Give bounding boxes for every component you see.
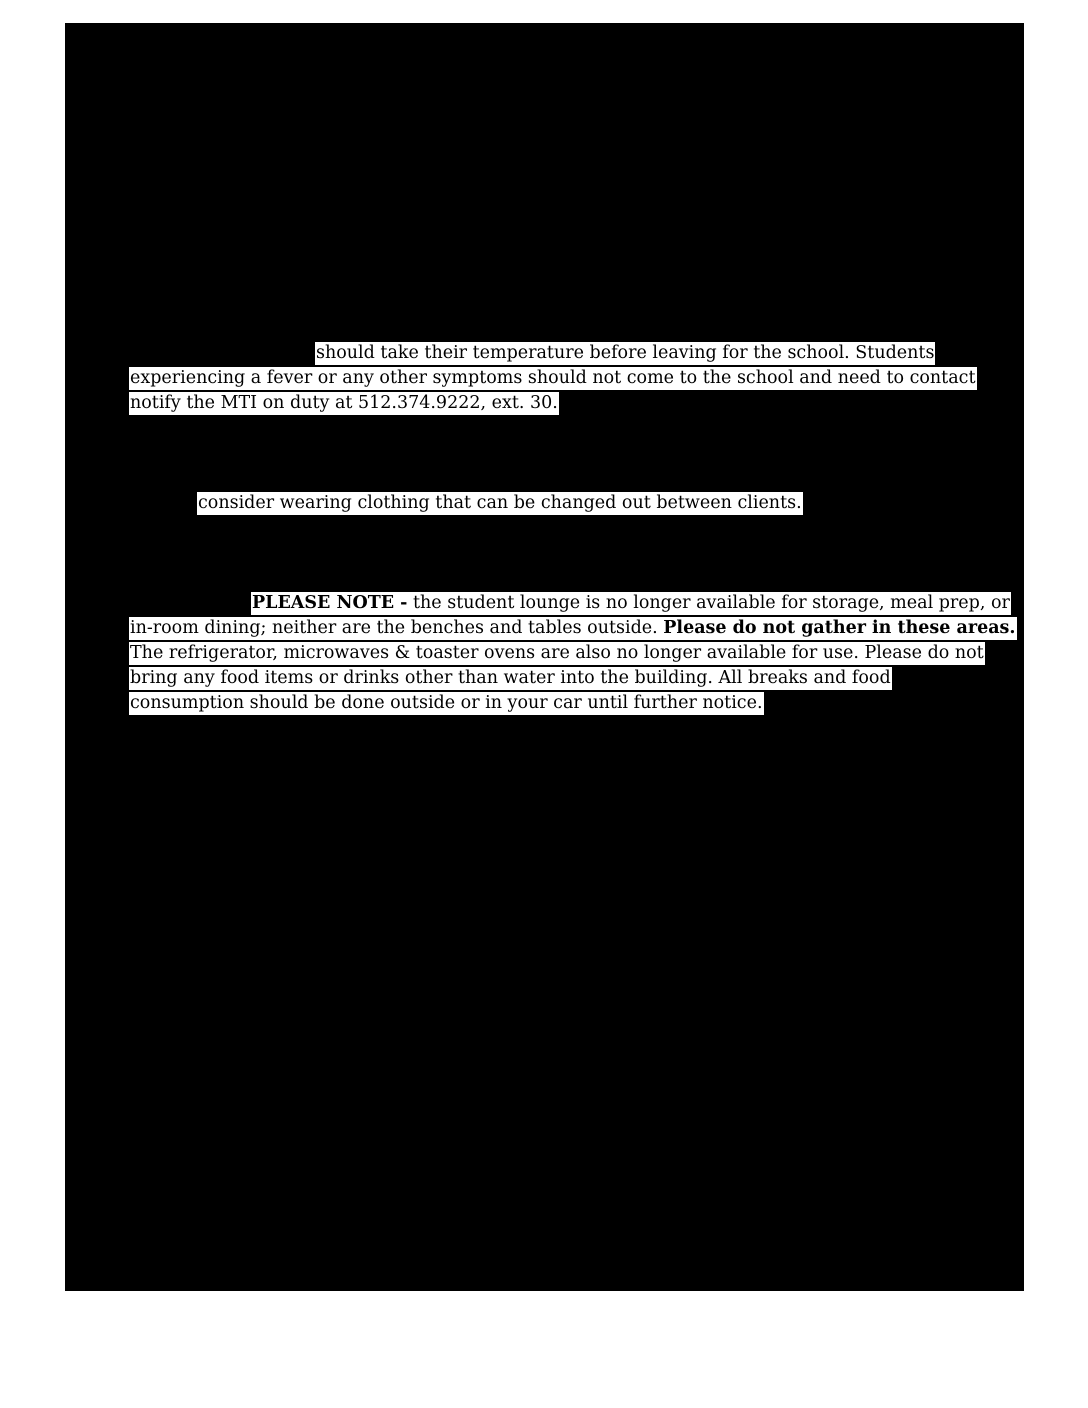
lounge-line-2-text: in-room dining; neither are the benches and tables outside.: [130, 618, 664, 638]
temperature-line-2: experiencing a fever or any other symptoms should not come to the school and need to contact: [130, 368, 976, 388]
temperature-line-1: should take their temperature before leaving for the school. Students: [316, 343, 935, 363]
please-note-label: PLEASE NOTE -: [252, 593, 408, 613]
do-not-gather-notice: Please do not gather in these areas.: [663, 618, 1016, 638]
temperature-line-3: notify the MTI on duty at 512.374.9222, ext. 30.: [130, 393, 558, 413]
lounge-line-4: bring any food items or drinks other than water into the building. All breaks and food: [130, 668, 891, 688]
lounge-line-1-text: the student lounge is no longer available for storage, meal prep, or: [407, 593, 1010, 613]
lounge-line-1: [251, 592, 1011, 615]
lounge-line-3: The refrigerator, microwaves & toaster ovens are also no longer available for use. Please do not: [130, 643, 984, 663]
lounge-line-5: consumption should be done outside or in your car until further notice.: [130, 693, 763, 713]
clothing-line-1: consider wearing clothing that can be changed out between clients.: [198, 493, 802, 513]
lounge-line-2: [129, 617, 1017, 640]
